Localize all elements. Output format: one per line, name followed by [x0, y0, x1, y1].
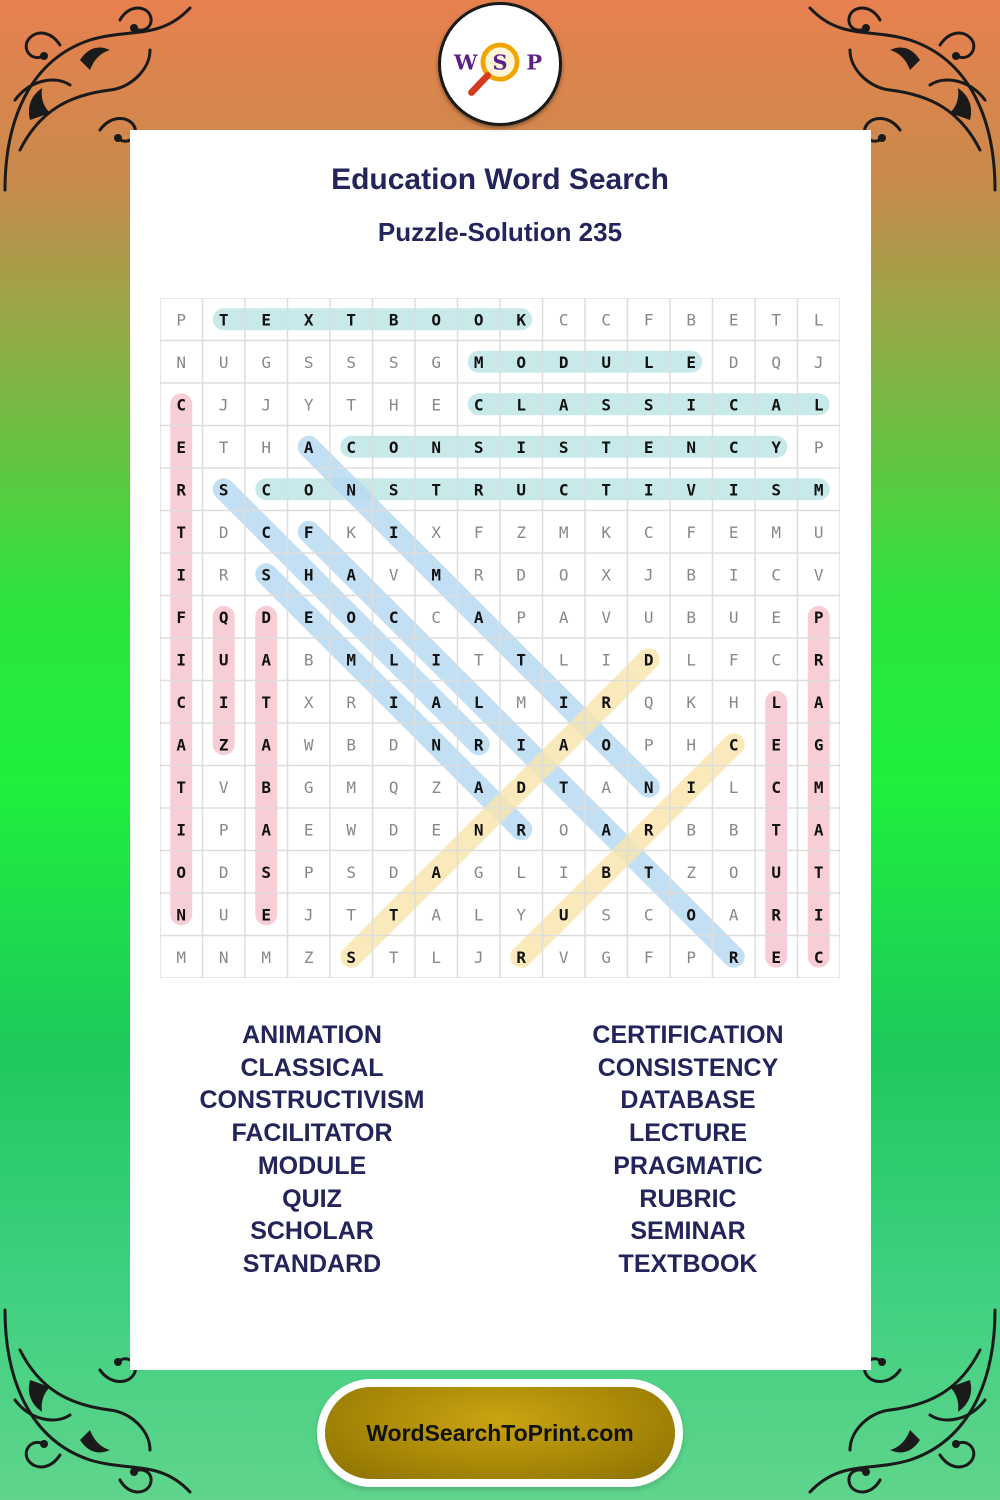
word-list-item: MODULE	[257, 1151, 367, 1180]
word-list-item: PRAGMATIC	[613, 1151, 763, 1180]
grid-cell-letter: R	[728, 947, 739, 967]
grid-cell-letter: R	[643, 820, 654, 840]
grid-cell-letter: E	[431, 820, 442, 840]
word-list-item: SEMINAR	[630, 1217, 746, 1246]
grid-cell-letter: F	[643, 310, 654, 330]
grid-cell-letter: T	[771, 820, 782, 840]
grid-cell-letter: S	[346, 862, 357, 882]
grid-cell-letter: O	[516, 352, 527, 372]
grid-cell-letter: Z	[431, 777, 442, 797]
grid-cell-letter: S	[601, 905, 612, 925]
grid-cell-letter: F	[686, 522, 697, 542]
grid-cell-letter: V	[558, 947, 569, 967]
grid-cell-letter: N	[431, 735, 442, 755]
word-list-item: CONSTRUCTIVISM	[199, 1086, 425, 1115]
grid-cell-letter: T	[601, 480, 612, 500]
grid-cell-letter: O	[176, 862, 187, 882]
grid-cell-letter: I	[728, 480, 739, 500]
page-title: Education Word Search	[331, 163, 669, 196]
word-list-item: TEXTBOOK	[618, 1249, 758, 1278]
word-list-item: CONSISTENCY	[597, 1053, 779, 1082]
grid-cell-letter: U	[771, 862, 782, 882]
footer-site-link[interactable]	[325, 1387, 675, 1479]
grid-cell-letter: E	[771, 607, 782, 627]
footer-link-text: WordSearchToPrint.com	[366, 1419, 634, 1446]
grid-cell-letter: Q	[771, 352, 782, 372]
grid-cell-letter: P	[813, 437, 824, 457]
grid-cell-letter: E	[261, 310, 272, 330]
grid-cell-letter: Y	[516, 905, 527, 925]
word-list-item: DATABASE	[620, 1086, 756, 1115]
grid-cell-letter: L	[516, 862, 527, 882]
grid-cell-letter: O	[388, 437, 399, 457]
grid-cell-letter: C	[558, 310, 569, 330]
word-list-item: SCHOLAR	[250, 1217, 374, 1246]
grid-cell-letter: D	[643, 650, 654, 670]
grid-cell-letter: U	[558, 905, 569, 925]
grid-cell-letter: L	[473, 692, 484, 712]
grid-cell-letter: E	[643, 437, 654, 457]
word-list-item: ANIMATION	[242, 1021, 382, 1049]
grid-cell-letter: I	[431, 650, 442, 670]
logo-letter: W	[453, 49, 478, 75]
grid-cell-letter: D	[516, 565, 527, 585]
grid-cell-letter: C	[473, 395, 484, 415]
grid-cell-letter: A	[813, 692, 824, 712]
grid-cell-letter: S	[303, 352, 314, 372]
grid-cell-letter: J	[261, 395, 272, 415]
magnifier-icon	[441, 5, 559, 123]
grid-cell-letter: V	[601, 607, 612, 627]
grid-cell-letter: A	[558, 607, 569, 627]
logo-letter: P	[526, 49, 543, 75]
grid-cell-letter: H	[728, 692, 739, 712]
grid-cell-letter: G	[601, 947, 612, 967]
grid-cell-letter: U	[601, 352, 612, 372]
word-list-item: LECTURE	[628, 1119, 748, 1148]
grid-cell-letter: K	[346, 522, 357, 542]
grid-cell-letter: T	[601, 437, 612, 457]
grid-cell-letter: T	[643, 862, 654, 882]
grid-cell-letter: C	[261, 480, 272, 500]
grid-cell-letter: M	[813, 480, 824, 500]
grid-cell-letter: T	[261, 692, 272, 712]
grid-cell-letter: Y	[771, 437, 782, 457]
grid-cell-letter: D	[388, 820, 399, 840]
grid-cell-letter: B	[686, 310, 697, 330]
grid-cell-letter: O	[686, 905, 697, 925]
grid-cell-letter: E	[686, 352, 697, 372]
grid-cell-letter: A	[473, 607, 484, 627]
grid-cell-letter: X	[303, 310, 314, 330]
grid-cell-letter: P	[516, 607, 527, 627]
grid-cell-letter: S	[558, 437, 569, 457]
grid-cell-letter: A	[473, 777, 484, 797]
grid-cell-letter: C	[558, 480, 569, 500]
grid-cell-letter: T	[346, 310, 357, 330]
grid-cell-letter: F	[303, 522, 314, 542]
grid-cell-letter: O	[473, 310, 484, 330]
grid-cell-letter: A	[303, 437, 314, 457]
grid-cell-letter: F	[643, 947, 654, 967]
grid-cell-letter: B	[686, 607, 697, 627]
grid-cell-letter: A	[813, 820, 824, 840]
grid-cell-letter: I	[218, 692, 229, 712]
word-list-item: RUBRIC	[639, 1184, 737, 1213]
grid-cell-letter: T	[176, 522, 187, 542]
grid-cell-letter: M	[346, 650, 357, 670]
grid-cell-letter: E	[303, 607, 314, 627]
grid-cell-letter: H	[303, 565, 314, 585]
grid-cell-letter: D	[218, 522, 229, 542]
grid-cell-letter: N	[346, 480, 357, 500]
grid-cell-letter: O	[303, 480, 314, 500]
grid-cell-letter: C	[643, 905, 654, 925]
grid-cell-letter: A	[558, 395, 569, 415]
grid-cell-letter: S	[473, 437, 484, 457]
grid-cell-letter: V	[388, 565, 399, 585]
grid-cell-letter: R	[516, 820, 527, 840]
grid-cell-letter: R	[473, 735, 484, 755]
grid-cell-letter: I	[516, 437, 527, 457]
grid-cell-letter: O	[346, 607, 357, 627]
grid-cell-letter: G	[303, 777, 314, 797]
grid-cell-letter: K	[686, 692, 697, 712]
grid-cell-letter: T	[388, 905, 399, 925]
grid-cell-letter: G	[431, 352, 442, 372]
grid-cell-letter: I	[558, 692, 569, 712]
grid-cell-letter: S	[388, 352, 399, 372]
grid-cell-letter: P	[813, 607, 824, 627]
grid-cell-letter: T	[346, 395, 357, 415]
grid-cell-letter: D	[558, 352, 569, 372]
word-search-grid	[160, 298, 840, 978]
grid-cell-letter: V	[813, 565, 824, 585]
grid-cell-letter: J	[813, 352, 824, 372]
grid-cell-letter: B	[303, 650, 314, 670]
grid-cell-letter: U	[643, 607, 654, 627]
grid-cell-letter: T	[431, 480, 442, 500]
grid-cell-letter: O	[431, 310, 442, 330]
grid-cell-letter: I	[813, 905, 824, 925]
grid-cell-letter: I	[643, 480, 654, 500]
grid-cell-letter: A	[261, 735, 272, 755]
grid-cell-letter: L	[728, 777, 739, 797]
grid-cell-letter: N	[431, 437, 442, 457]
grid-cell-letter: R	[516, 947, 527, 967]
grid-cell-letter: U	[813, 522, 824, 542]
grid-cell-letter: C	[346, 437, 357, 457]
grid-cell-letter: X	[303, 692, 314, 712]
grid-cell-letter: M	[261, 947, 272, 967]
grid-cell-letter: P	[218, 820, 229, 840]
word-list-item: STANDARD	[242, 1249, 382, 1278]
grid-cell-letter: C	[728, 437, 739, 457]
grid-cell-letter: I	[388, 692, 399, 712]
grid-cell-letter: S	[388, 480, 399, 500]
grid-cell-letter: X	[601, 565, 612, 585]
grid-cell-letter: N	[686, 437, 697, 457]
grid-cell-letter: S	[218, 480, 229, 500]
grid-cell-letter: I	[176, 650, 187, 670]
grid-cell-letter: E	[771, 735, 782, 755]
grid-cell-letter: J	[643, 565, 654, 585]
grid-cell-letter: B	[728, 820, 739, 840]
grid-cell-letter: N	[218, 947, 229, 967]
grid-cell-letter: J	[473, 947, 484, 967]
grid-cell-letter: B	[686, 565, 697, 585]
grid-cell-letter: H	[686, 735, 697, 755]
grid-cell-letter: I	[686, 777, 697, 797]
grid-cell-letter: A	[176, 735, 187, 755]
grid-cell-letter: Y	[303, 395, 314, 415]
grid-cell-letter: E	[771, 947, 782, 967]
grid-cell-letter: L	[431, 947, 442, 967]
grid-cell-letter: Q	[218, 607, 229, 627]
grid-cell-letter: B	[261, 777, 272, 797]
grid-cell-letter: B	[686, 820, 697, 840]
grid-cell-letter: T	[473, 650, 484, 670]
grid-cell-letter: L	[643, 352, 654, 372]
grid-cell-letter: A	[431, 905, 442, 925]
grid-cell-letter: P	[686, 947, 697, 967]
grid-cell-letter: Q	[643, 692, 654, 712]
grid-cell-letter: U	[218, 650, 229, 670]
grid-cell-letter: C	[643, 522, 654, 542]
grid-cell-letter: A	[431, 862, 442, 882]
grid-cell-letter: F	[176, 607, 187, 627]
grid-cell-letter: C	[431, 607, 442, 627]
grid-cell-letter: E	[728, 310, 739, 330]
grid-cell-letter: C	[176, 395, 187, 415]
grid-cell-letter: A	[558, 735, 569, 755]
grid-cell-letter: O	[558, 820, 569, 840]
grid-cell-letter: C	[261, 522, 272, 542]
grid-cell-letter: H	[388, 395, 399, 415]
grid-cell-letter: A	[601, 820, 612, 840]
grid-cell-letter: C	[728, 735, 739, 755]
grid-cell-letter: L	[686, 650, 697, 670]
grid-cell-letter: J	[218, 395, 229, 415]
grid-cell-letter: C	[728, 395, 739, 415]
grid-cell-letter: B	[601, 862, 612, 882]
grid-cell-letter: E	[176, 437, 187, 457]
grid-cell-letter: R	[601, 692, 612, 712]
grid-cell-letter: L	[771, 692, 782, 712]
grid-cell-letter: Z	[516, 522, 527, 542]
grid-cell-letter: L	[516, 395, 527, 415]
word-list-right	[528, 1019, 848, 1281]
grid-cell-letter: M	[558, 522, 569, 542]
grid-cell-letter: A	[771, 395, 782, 415]
grid-cell-letter: C	[771, 777, 782, 797]
grid-cell-letter: M	[473, 352, 484, 372]
grid-cell-letter: S	[346, 947, 357, 967]
grid-cell-letter: M	[346, 777, 357, 797]
grid-cell-letter: M	[176, 947, 187, 967]
grid-cell-letter: Q	[388, 777, 399, 797]
grid-cell-letter: S	[771, 480, 782, 500]
grid-cell-letter: T	[813, 862, 824, 882]
grid-cell-letter: D	[388, 735, 399, 755]
grid-cell-letter: R	[176, 480, 187, 500]
grid-cell-letter: T	[218, 437, 229, 457]
grid-cell-letter: S	[601, 395, 612, 415]
grid-cell-letter: E	[728, 522, 739, 542]
grid-cell-letter: T	[346, 905, 357, 925]
grid-cell-letter: G	[473, 862, 484, 882]
page-subtitle: Puzzle-Solution 235	[377, 217, 623, 247]
grid-cell-letter: V	[218, 777, 229, 797]
grid-cell-letter: A	[346, 565, 357, 585]
grid-cell-letter: I	[388, 522, 399, 542]
grid-cell-letter: S	[643, 395, 654, 415]
grid-cell-letter: B	[388, 310, 399, 330]
grid-cell-letter: I	[516, 735, 527, 755]
grid-cell-letter: R	[771, 905, 782, 925]
grid-cell-letter: M	[516, 692, 527, 712]
grid-cell-letter: A	[728, 905, 739, 925]
grid-cell-letter: R	[346, 692, 357, 712]
grid-cell-letter: R	[218, 565, 229, 585]
grid-cell-letter: L	[388, 650, 399, 670]
grid-cell-letter: P	[643, 735, 654, 755]
grid-cell-letter: T	[218, 310, 229, 330]
grid-cell-letter: E	[303, 820, 314, 840]
grid-cell-letter: I	[686, 395, 697, 415]
grid-cell-letter: A	[261, 820, 272, 840]
grid-cell-letter: R	[813, 650, 824, 670]
grid-cell-letter: X	[431, 522, 442, 542]
grid-cell-letter: A	[431, 692, 442, 712]
grid-cell-letter: D	[218, 862, 229, 882]
grid-cell-letter: S	[346, 352, 357, 372]
logo-letter: S	[492, 49, 508, 75]
grid-cell-letter: W	[303, 735, 314, 755]
grid-cell-letter: S	[261, 862, 272, 882]
grid-cell-letter: D	[516, 777, 527, 797]
grid-cell-letter: D	[261, 607, 272, 627]
grid-cell-letter: E	[261, 905, 272, 925]
grid-cell-letter: R	[473, 565, 484, 585]
word-list-item: FACILITATOR	[231, 1119, 393, 1148]
grid-cell-letter: N	[643, 777, 654, 797]
grid-cell-letter: T	[516, 650, 527, 670]
grid-cell-letter: U	[516, 480, 527, 500]
grid-cell-letter: J	[303, 905, 314, 925]
grid-cell-letter: U	[728, 607, 739, 627]
word-list-item: CLASSICAL	[240, 1053, 384, 1082]
grid-cell-letter: K	[601, 522, 612, 542]
grid-cell-letter: C	[388, 607, 399, 627]
grid-cell-letter: F	[728, 650, 739, 670]
grid-cell-letter: N	[176, 905, 187, 925]
grid-cell-letter: T	[176, 777, 187, 797]
grid-cell-letter: I	[176, 820, 187, 840]
grid-cell-letter: O	[601, 735, 612, 755]
grid-cell-letter: D	[728, 352, 739, 372]
grid-cell-letter: P	[303, 862, 314, 882]
grid-cell-letter: B	[346, 735, 357, 755]
grid-cell-letter: C	[176, 692, 187, 712]
grid-cell-letter: M	[771, 522, 782, 542]
grid-cell-letter: C	[771, 565, 782, 585]
grid-cell-letter: F	[473, 522, 484, 542]
grid-cell-letter: H	[261, 437, 272, 457]
grid-cell-letter: M	[431, 565, 442, 585]
grid-cell-letter: S	[261, 565, 272, 585]
site-logo[interactable]	[438, 2, 562, 126]
grid-cell-letter: Z	[218, 735, 229, 755]
grid-cell-letter: U	[218, 905, 229, 925]
grid-cell-letter: M	[813, 777, 824, 797]
grid-cell-letter: T	[388, 947, 399, 967]
grid-cell-letter: U	[218, 352, 229, 372]
grid-cell-letter: L	[813, 310, 824, 330]
grid-cell-letter: I	[558, 862, 569, 882]
grid-cell-letter: C	[813, 947, 824, 967]
grid-cell-letter: D	[388, 862, 399, 882]
grid-cell-letter: C	[601, 310, 612, 330]
grid-cell-letter: G	[813, 735, 824, 755]
grid-canvas	[160, 298, 840, 978]
grid-cell-letter: K	[516, 310, 527, 330]
word-list-item: CERTIFICATION	[592, 1021, 784, 1049]
grid-cell-letter: G	[261, 352, 272, 372]
grid-cell-letter: Z	[686, 862, 697, 882]
grid-cell-letter: E	[431, 395, 442, 415]
grid-cell-letter: I	[728, 565, 739, 585]
grid-cell-letter: Z	[303, 947, 314, 967]
grid-cell-letter: A	[601, 777, 612, 797]
grid-cell-letter: I	[176, 565, 187, 585]
grid-cell-letter: N	[473, 820, 484, 840]
word-list-left	[152, 1019, 472, 1281]
grid-cell-letter: P	[176, 310, 187, 330]
grid-cell-letter: V	[686, 480, 697, 500]
grid-cell-letter: O	[558, 565, 569, 585]
grid-cell-letter: A	[261, 650, 272, 670]
grid-cell-letter: N	[176, 352, 187, 372]
grid-cell-letter: C	[771, 650, 782, 670]
grid-cell-letter: O	[728, 862, 739, 882]
grid-cell-letter: L	[558, 650, 569, 670]
grid-cell-letter: I	[601, 650, 612, 670]
grid-cell-letter: W	[346, 820, 357, 840]
grid-cell-letter: R	[473, 480, 484, 500]
word-list-item: QUIZ	[282, 1184, 342, 1213]
grid-cell-letter: L	[473, 905, 484, 925]
grid-cell-letter: T	[558, 777, 569, 797]
grid-cell-letter: T	[771, 310, 782, 330]
grid-cell-letter: L	[813, 395, 824, 415]
